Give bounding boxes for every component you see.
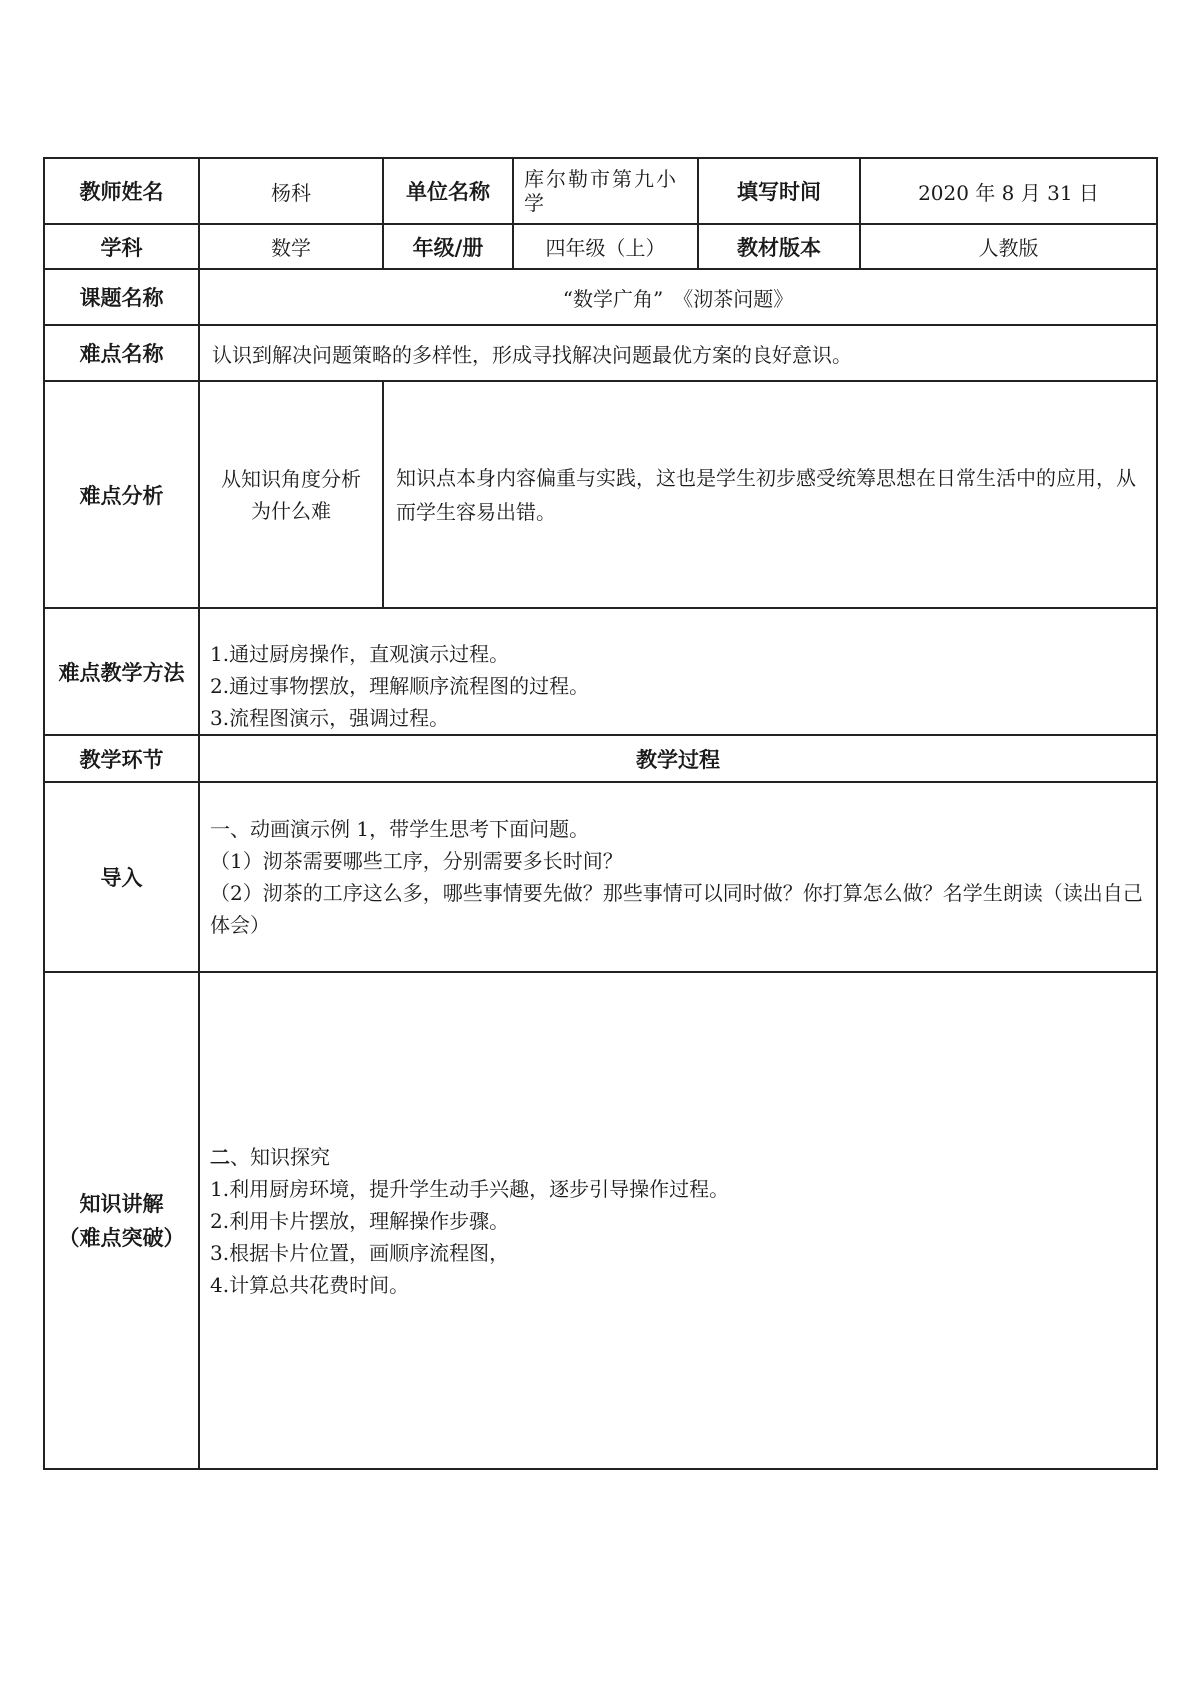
- knowledge-heading: [210, 1141, 1148, 1173]
- subject-label: 学科: [44, 224, 199, 269]
- analysis-value: 知识点本身内容偏重与实践，这也是学生初步感受统筹思想在日常生活中的应用，从而学生容易出错。: [383, 381, 1157, 608]
- row-knowledge: [44, 972, 1157, 1469]
- intro-line-3: （2）沏茶的工序这么多，哪些事情要先做？那些事情可以同时做？你打算怎么做？名学生朗读（读出自己体会）: [210, 881, 1143, 937]
- unit-name-value: 库尔勒市第九小学: [513, 158, 698, 224]
- knowledge-label-line1: 知识讲解: [79, 1191, 164, 1216]
- row-intro: [44, 782, 1157, 972]
- analysis-sub-label: 从知识角度分析为什么难: [199, 381, 383, 608]
- method-line-3: 3.流程图演示，强调过程。: [210, 706, 450, 730]
- edition-label: 教材版本: [698, 224, 860, 269]
- knowledge-label-line2: （难点突破）: [58, 1225, 185, 1250]
- row-process-header: [44, 735, 1157, 782]
- row-teacher-info: [44, 158, 1157, 224]
- difficulty-value: 认识到解决问题策略的多样性，形成寻找解决问题最优方案的良好意识。: [199, 325, 1157, 381]
- knowledge-line-3: 3.根据卡片位置，画顺序流程图，: [210, 1240, 510, 1265]
- teacher-name-value: 杨科: [199, 158, 383, 224]
- row-difficulty-analysis: [44, 381, 1157, 608]
- knowledge-line-4: 4.计算总共花费时间。: [210, 1272, 410, 1297]
- analysis-label: 难点分析: [44, 381, 199, 608]
- knowledge-content: [199, 972, 1157, 1469]
- row-subject-info: [44, 224, 1157, 269]
- edition-value: 人教版: [860, 224, 1157, 269]
- teacher-name-label: 教师姓名: [44, 158, 199, 224]
- fill-time-value: 2020 年 8 月 31 日: [860, 158, 1157, 224]
- intro-line-2: （1）沏茶需要哪些工序，分别需要多长时间？: [210, 849, 623, 873]
- step-label: 教学环节: [44, 735, 199, 782]
- grade-value: 四年级（上）: [513, 224, 698, 269]
- grade-label: 年级/册: [383, 224, 513, 269]
- knowledge-line-2: 2.利用卡片摆放，理解操作步骤。: [210, 1208, 510, 1233]
- row-teaching-method: [44, 608, 1157, 735]
- intro-line-1: 一、动画演示例 1，带学生思考下面问题。: [210, 817, 590, 841]
- row-topic: [44, 269, 1157, 325]
- knowledge-heading-text: 、知识探究: [230, 1144, 330, 1169]
- subject-value: 数学: [199, 224, 383, 269]
- process-label: 教学过程: [199, 735, 1157, 782]
- fill-time-label: 填写时间: [698, 158, 860, 224]
- method-line-1: 1.通过厨房操作，直观演示过程。: [210, 642, 510, 666]
- unit-name-label: 单位名称: [383, 158, 513, 224]
- lesson-plan-table: [43, 157, 1158, 1470]
- difficulty-label: 难点名称: [44, 325, 199, 381]
- row-difficulty-name: [44, 325, 1157, 381]
- method-line-2: 2.通过事物摆放，理解顺序流程图的过程。: [210, 674, 590, 698]
- knowledge-heading-number: 二: [210, 1144, 230, 1169]
- method-content: [199, 608, 1157, 735]
- topic-value: “数学广角” 《沏茶问题》: [199, 269, 1157, 325]
- method-label: 难点教学方法: [44, 608, 199, 735]
- lesson-plan-table-wrapper: [43, 157, 1156, 1470]
- intro-label: 导入: [44, 782, 199, 972]
- intro-content: [199, 782, 1157, 972]
- topic-label: 课题名称: [44, 269, 199, 325]
- knowledge-line-1: 1.利用厨房环境，提升学生动手兴趣，逐步引导操作过程。: [210, 1176, 730, 1201]
- knowledge-label: [44, 972, 199, 1469]
